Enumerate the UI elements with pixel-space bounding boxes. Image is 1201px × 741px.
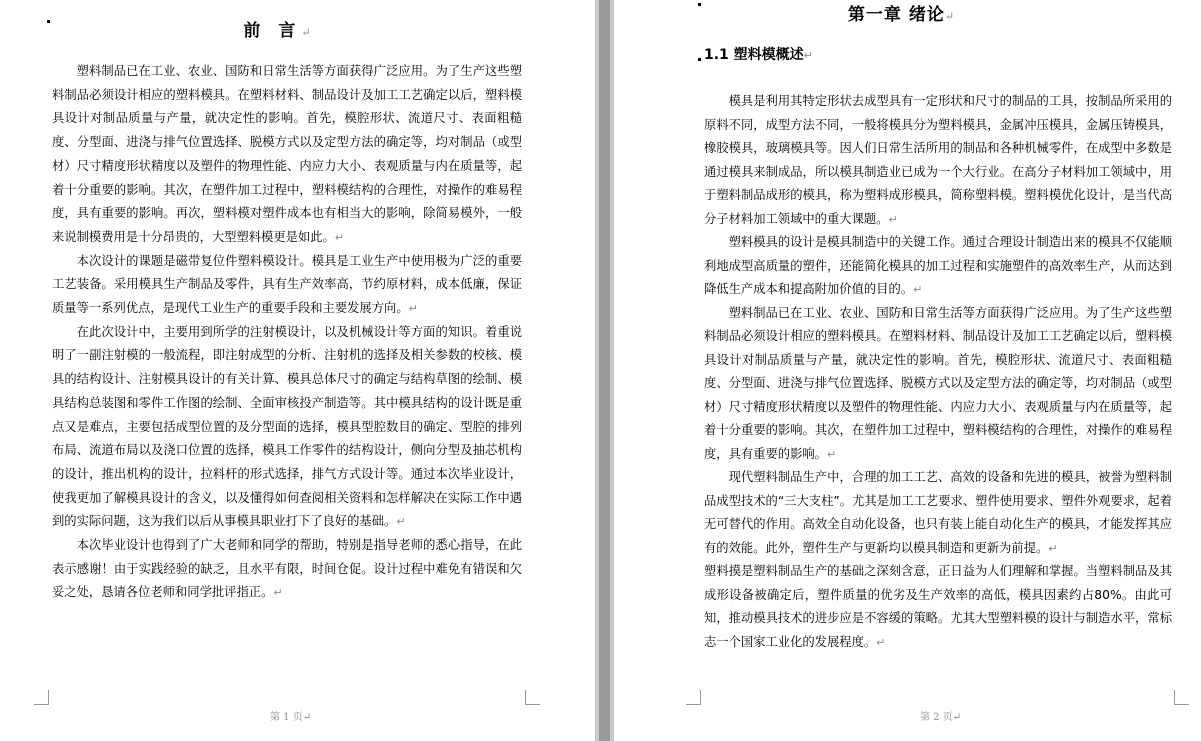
page-gap [595, 0, 614, 741]
page-corner-mark [1174, 690, 1189, 705]
paragraph: 塑料制品已在工业、农业、国防和日常生活等方面获得广泛应用。为了生产这些塑料制品必须设计相应的塑料模具。在塑料材料、制品设计及加工工艺确定以后，塑料模具设计对制品质量与产量，就决定性的影响。首先，模腔形状、流道尺寸、表面粗糙度、分型面、进浇与排气位置选择、脱模方式以及定型方法的确定等，均对制品（或型材）尺寸精度形状精度以及塑件的物理性能、内应力大小、表观质量与内在质量等，起着十分重要的影响。其次，在塑件加工过程中，塑料模结构的合理性，对操作的难易程度，具有重要的影响。再次，塑料模对塑件成本也有相当大的影响，除简易模外，一般来说制模费用是十分昂贵的，大型塑料模更是如此。↵ [52, 64, 522, 244]
chapter-title: 第一章 绪论↵ [847, 5, 956, 25]
paragraph: 本次毕业设计也得到了广大老师和同学的帮助，特别是指导老师的悉心指导，在此表示感谢！由于实践经验的缺乏，且水平有限，时间仓促。设计过程中难免有错误和欠妥之处，恳请各位老师和同学批评指正。↵ [52, 538, 522, 600]
section-heading: 1.1 塑料模概述↵ [704, 47, 813, 63]
page-number: 第 2 页↵ [920, 712, 962, 723]
body-text [52, 60, 522, 605]
paragraph: 本次设计的课题是磁带复位件塑料模设计。模具是工业生产中使用极为广泛的重要工艺装备。采用模具生产制品及零件，具有生产效率高，节约原材料，成本低廉，保证质量等一系列优点，是现代工业生产的重要手段和主要发展方向。↵ [52, 253, 522, 316]
page-corner-mark [34, 690, 49, 705]
page-corner-mark [686, 690, 701, 705]
page-title: 前 言↵ [243, 21, 317, 41]
paragraph: 现代塑料制品生产中，合理的加工工艺、高效的设备和先进的模具，被誉为塑料制品成型技术的“三大支柱”。尤其是加工工艺要求、塑件使用要求、塑件外观要求，起着无可替代的作用。高效全自动化设备，也只有装上能自动化生产的模具，才能发挥其应有的效能。此外，塑件生产与更新均以模具制造和更新为前提。↵ [704, 470, 1172, 555]
document-page-2 [614, 0, 1201, 741]
text-boundary-mark [698, 58, 701, 61]
paragraph: 塑料制品已在工业、农业、国防和日常生活等方面获得广泛应用。为了生产这些塑料制品必须设计相应的塑料模具。在塑料材料、制品设计及加工工艺确定以后，塑料模具设计对制品质量与产量，就决定性的影响。首先，模腔形状、流道尺寸、表面粗糙度、分型面、进浇与排气位置选择、脱模方式以及定型方法的确定等，均对制品（或型材）尺寸精度形状精度以及塑件的物理性能、内应力大小、表观质量与内在质量等，起着十分重要的影响。其次，在塑件加工过程中，塑料模结构的合理性，对操作的难易程度，具有重要的影响。↵ [704, 305, 1172, 461]
document-page-1 [0, 0, 595, 741]
page-number: 第 1 页↵ [270, 712, 312, 723]
paragraph: 模具是利用其特定形状去成型具有一定形状和尺寸的制品的工具，按制品所采用的原料不同，成型方法不同，一般将模具分为塑料模具，金属冲压模具，金属压铸模具，橡胶模具，玻璃模具等。因人们日常生活所用的制品和各种机械零件，在成型中多数是通过模具来制成品，所以模具制造业已成为一个大行业。在高分子材料加工领域中，用于塑料制品成形的模具，称为塑料成形模具，简称塑料模。塑料模优化设计，是当代高分子材料加工领域中的重大课题。↵ [704, 94, 1172, 226]
paragraph: 塑料摸是塑料制品生产的基础之深刻含意，正日益为人们理解和掌握。当塑料制品及其成形设备被确定后，塑件质量的优劣及生产效率的高低，模具因素约占80%。由此可知，推动模具技术的进步应是不容缓的策略。尤其大型塑料模的设计与制造水平，常标志一个国家工业化的发展程度。↵ [704, 564, 1172, 649]
body-text [704, 90, 1172, 654]
paragraph: 塑料模具的设计是模具制造中的关键工作。通过合理设计制造出来的模具不仅能顺利地成型高质量的塑件，还能简化模具的加工过程和实施塑件的高效率生产，从而达到降低生产成本和提高附加价值的目的。↵ [704, 235, 1172, 296]
paragraph: 在此次设计中，主要用到所学的注射模设计，以及机械设计等方面的知识。着重说明了一副注射模的一般流程，即注射成型的分析、注射机的选择及相关参数的校核、模具的结构设计、注射模具设计的有关计算、模具总体尺寸的确定与结构草图的绘制、模具结构总装图和零件工作图的绘制、全面审核投产制造等。其中模具结构的设计既是重点又是难点，主要包括成型位置的及分型面的选择，模具型腔数目的确定、型腔的排列布局、流道布局以及浇口位置的选择，模具工作零件的结构设计，侧向分型及抽芯机构的设计，推出机构的设计，拉料杆的形式选择，排气方式设计等。通过本次毕业设计，使我更加了解模具设计的含义，以及懂得如何查阅相关资料和怎样解决在实际工作中遇到的实际问题，这为我们以后从事模具职业打下了良好的基础。↵ [52, 324, 522, 529]
page-corner-mark [525, 690, 540, 705]
